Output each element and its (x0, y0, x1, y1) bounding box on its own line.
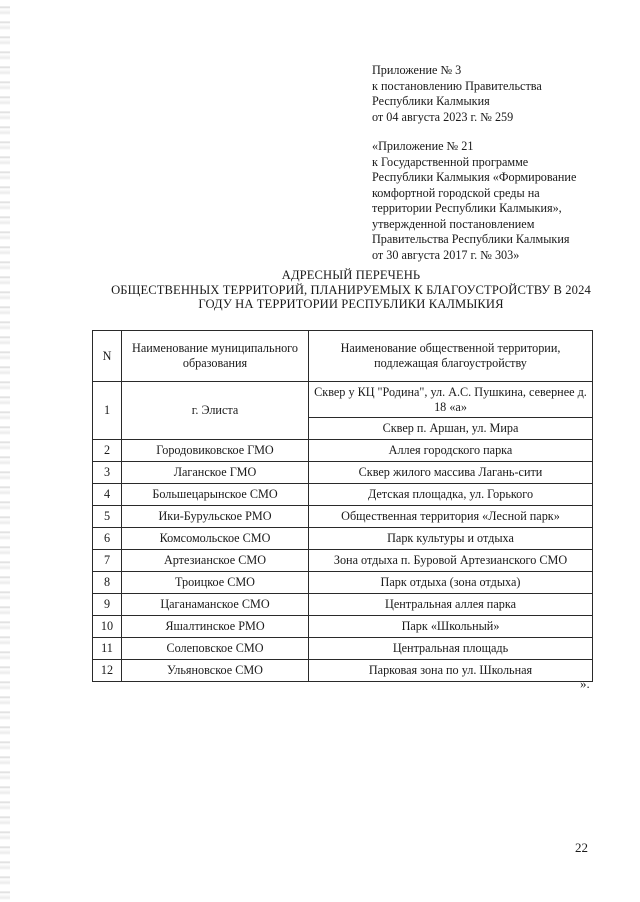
row-number: 1 (93, 382, 122, 440)
scan-edge (0, 0, 10, 902)
program-appendix-line: от 30 августа 2017 г. № 303» (372, 247, 520, 262)
row-number: 3 (93, 462, 122, 484)
closing-quote-mark: ». (580, 676, 590, 691)
table-header-row (93, 331, 593, 382)
appendix-line: Республики Калмыкия (372, 94, 490, 108)
program-appendix-line: территории Республики Калмыкия», (372, 201, 562, 215)
row-territory: Детская площадка, ул. Горького (309, 484, 593, 506)
row-territory: Сквер у КЦ "Родина", ул. А.С. Пушкина, севернее д. 18 «а» (309, 382, 593, 418)
table-row (93, 484, 593, 506)
row-number: 6 (93, 528, 122, 550)
row-municipality: Ики-Бурульское РМО (122, 506, 309, 528)
program-appendix-line: Республики Калмыкия «Формирование (372, 170, 577, 184)
appendix-gap (372, 125, 617, 139)
program-appendix-line: «Приложение № 21 (372, 139, 474, 153)
row-number: 2 (93, 440, 122, 462)
row-number: 12 (93, 660, 122, 682)
row-number: 7 (93, 550, 122, 572)
table-row (93, 506, 593, 528)
table-row (93, 660, 593, 682)
row-municipality: Троицкое СМО (122, 572, 309, 594)
row-territory: Центральная аллея парка (309, 594, 593, 616)
heading-line: ГОДУ НА ТЕРРИТОРИИ РЕСПУБЛИКИ КАЛМЫКИЯ (198, 297, 504, 311)
row-territory: Парк культуры и отдыха (309, 528, 593, 550)
heading-line: ОБЩЕСТВЕННЫХ ТЕРРИТОРИЙ, ПЛАНИРУЕМЫХ К БЛАГОУСТРОЙСТВУ В 2024 (111, 282, 591, 297)
row-territory: Парковая зона по ул. Школьная (309, 660, 593, 682)
column-header-municipality: Наименование муниципального образования (122, 331, 309, 382)
row-territory: Зона отдыха п. Буровой Артезианского СМО (309, 550, 593, 572)
row-territory: Парк отдыха (зона отдыха) (309, 572, 593, 594)
row-territory: Общественная территория «Лесной парк» (309, 506, 593, 528)
row-municipality: Ульяновское СМО (122, 660, 309, 682)
row-number: 4 (93, 484, 122, 506)
table-row (93, 594, 593, 616)
row-territory: Сквер жилого массива Лагань-сити (309, 462, 593, 484)
row-number: 11 (93, 638, 122, 660)
appendix-block (372, 63, 617, 263)
column-header-territory: Наименование общественной территории, подлежащая благоустройству (309, 331, 593, 382)
row-municipality: Артезианское СМО (122, 550, 309, 572)
table-row (93, 572, 593, 594)
row-municipality: Солеповское СМО (122, 638, 309, 660)
table-row (93, 550, 593, 572)
appendix-line: от 04 августа 2023 г. № 259 (372, 109, 514, 124)
row-municipality: г. Элиста (122, 382, 309, 440)
table-row (93, 616, 593, 638)
appendix-line: к постановлению Правительства (372, 78, 542, 93)
table-row (93, 638, 593, 660)
program-appendix-line: к Государственной программе (372, 154, 529, 169)
row-municipality: Городовиковское ГМО (122, 440, 309, 462)
row-municipality: Цаганаманское СМО (122, 594, 309, 616)
row-municipality: Яшалтинское РМО (122, 616, 309, 638)
row-territory: Аллея городского парка (309, 440, 593, 462)
program-appendix-line: утвержденной постановлением (372, 216, 535, 231)
row-municipality: Лаганское ГМО (122, 462, 309, 484)
table-row (93, 440, 593, 462)
appendix-line: Приложение № 3 (372, 63, 462, 77)
row-municipality: Большецарынское СМО (122, 484, 309, 506)
territories-table (92, 330, 593, 682)
heading-line: АДРЕСНЫЙ ПЕРЕЧЕНЬ (281, 268, 421, 282)
column-header-number: N (93, 331, 122, 382)
program-appendix-line: Правительства Республики Калмыкия (372, 232, 570, 246)
program-appendix-line: комфортной городской среды на (372, 185, 540, 200)
row-number: 10 (93, 616, 122, 638)
row-territory: Парк «Школьный» (309, 616, 593, 638)
row-territory: Сквер п. Аршан, ул. Мира (309, 418, 593, 440)
table-row (93, 462, 593, 484)
document-heading (90, 268, 612, 312)
row-number: 8 (93, 572, 122, 594)
page-number: 22 (575, 840, 588, 855)
row-number: 5 (93, 506, 122, 528)
row-municipality: Комсомольское СМО (122, 528, 309, 550)
table-row (93, 382, 593, 418)
row-number: 9 (93, 594, 122, 616)
row-territory: Центральная площадь (309, 638, 593, 660)
table-row (93, 528, 593, 550)
